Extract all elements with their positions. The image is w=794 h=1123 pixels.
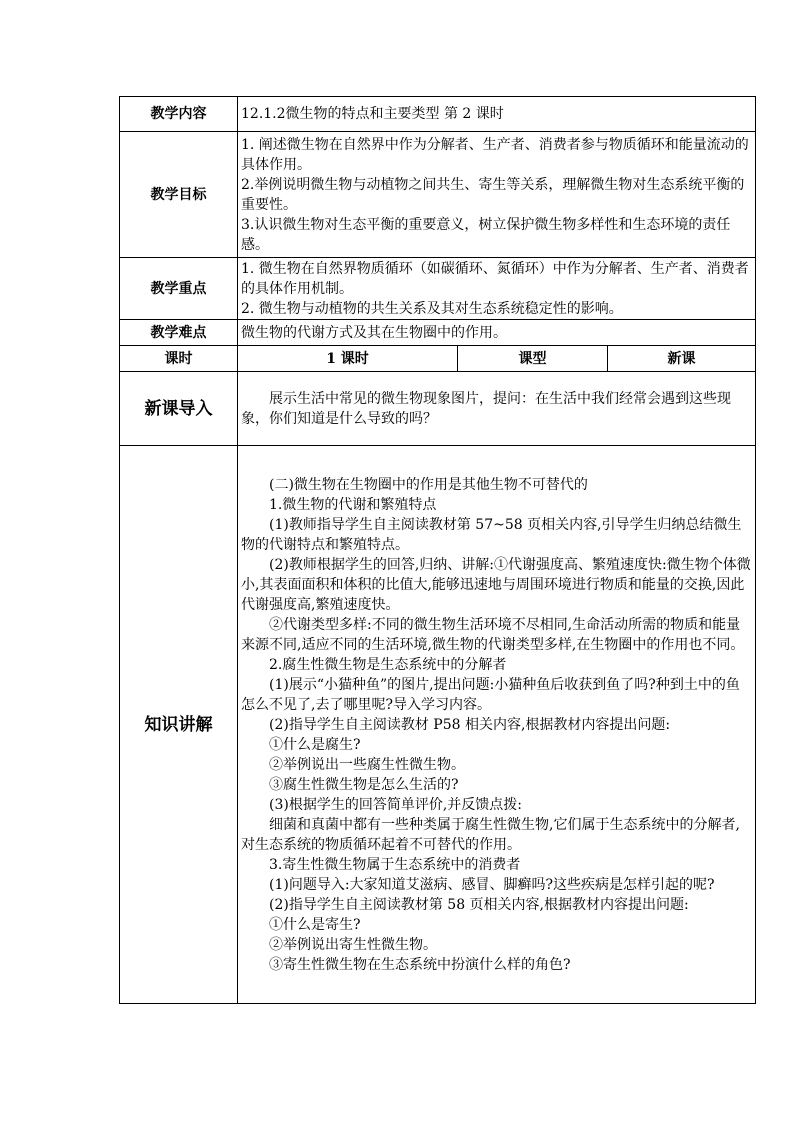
lesson-intro-label: 新课导入 <box>120 372 238 446</box>
lesson-intro-cell <box>238 372 756 446</box>
focus-item-2: 2. 微生物与动植物的共生关系及其对生态系统稳定性的影响。 <box>241 300 623 317</box>
teaching-goals-cell <box>238 132 756 258</box>
period-label: 课时 <box>120 346 238 372</box>
teaching-goals-label: 教学目标 <box>120 132 238 258</box>
knowledge-paragraph: 2.腐生性微生物是生态系统中的分解者 <box>269 656 507 673</box>
goal-item-2: 2.举例说明微生物与动植物之间共生、寄生等关系，理解微生物对生态系统平衡的重要性。 <box>241 176 745 213</box>
teaching-focus-label: 教学重点 <box>120 258 238 320</box>
knowledge-paragraph: (1)教师指导学生自主阅读教材第 57~58 页相关内容,引导学生归纳总结微生物的代谢特点和繁殖特点。 <box>241 516 742 553</box>
goal-item-1: 1. 阐述微生物在自然界中作为分解者、生产者、消费者参与物质循环和能量流动的具体作用。 <box>241 136 749 173</box>
knowledge-paragraph: (2)教师根据学生的回答,归纳、讲解:①代谢强度高、繁殖速度快:微生物个体微小,其表面面积和体积的比值大,能够迅速地与周围环境进行物质和能量的交换,因此代谢强度高,繁殖速度快。 <box>241 556 751 613</box>
row-lesson-intro <box>120 372 756 446</box>
teaching-focus-cell <box>238 258 756 320</box>
row-period-type <box>120 346 756 372</box>
knowledge-paragraph: 3.寄生性微生物属于生态系统中的消费者 <box>269 856 521 873</box>
type-value: 新课 <box>608 346 756 372</box>
teaching-content-value: 12.1.2微生物的特点和主要类型 第 2 课时 <box>238 97 756 132</box>
row-teaching-content <box>120 97 756 132</box>
lesson-intro-text: 展示生活中常见的微生物现象图片，提问：在生活中我们经常会遇到这些现象，你们知道是什么导致的吗？ <box>241 390 731 427</box>
knowledge-paragraph: (1)问题导入:大家知道艾滋病、感冒、脚癣吗?这些疾病是怎样引起的呢? <box>269 876 715 893</box>
focus-item-1: 1. 微生物在自然界物质循环（如碳循环、氮循环）中作为分解者、生产者、消费者的具体作用机制。 <box>241 260 749 297</box>
knowledge-paragraph: ③腐生性微生物是怎么生活的? <box>269 776 459 793</box>
knowledge-paragraph: ②举例说出一些腐生性微生物。 <box>269 756 465 773</box>
goal-item-3: 3.认识微生物对生态平衡的重要意义，树立保护微生物多样性和生态环境的责任感。 <box>241 216 731 253</box>
knowledge-paragraph: (2)指导学生自主阅读教材 P58 相关内容,根据教材内容提出问题: <box>269 716 671 733</box>
row-knowledge-explanation <box>120 446 756 1004</box>
row-teaching-focus <box>120 258 756 320</box>
teaching-difficulty-label: 教学难点 <box>120 320 238 346</box>
knowledge-label: 知识讲解 <box>120 446 238 1004</box>
knowledge-paragraph: ①什么是寄生? <box>269 916 361 933</box>
knowledge-paragraph: (1)展示“小猫种鱼”的图片,提出问题:小猫种鱼后收获到鱼了吗?种到土中的鱼怎么不见了,去了哪里呢?导入学习内容。 <box>241 676 740 713</box>
lesson-plan-table <box>119 96 756 1004</box>
knowledge-paragraph: (3)根据学生的回答简单评价,并反馈点拨: <box>269 796 522 813</box>
knowledge-paragraph: ②代谢类型多样:不同的微生物生活环境不尽相同,生命活动所需的物质和能量来源不同,适应不同的生活环境,微生物的代谢类型多样,在生物圈中的作用也不同。 <box>241 616 745 653</box>
knowledge-paragraph: ①什么是腐生? <box>269 736 361 753</box>
row-teaching-difficulty <box>120 320 756 346</box>
teaching-content-label: 教学内容 <box>120 97 238 132</box>
row-teaching-goals <box>120 132 756 258</box>
type-label: 课型 <box>458 346 608 372</box>
knowledge-cell <box>238 446 756 1004</box>
period-value: 1 课时 <box>238 346 458 372</box>
knowledge-paragraph: (2)指导学生自主阅读教材第 58 页相关内容,根据教材内容提出问题: <box>269 896 689 913</box>
knowledge-paragraph: 1.微生物的代谢和繁殖特点 <box>269 496 437 513</box>
knowledge-paragraph: ③寄生性微生物在生态系统中扮演什么样的角色? <box>269 956 571 973</box>
knowledge-paragraph: (二)微生物在生物圈中的作用是其他生物不可替代的 <box>269 476 588 493</box>
knowledge-paragraph: 细菌和真菌中都有一些种类属于腐生性微生物,它们属于生态系统中的分解者,对生态系统的物质循环起着不可替代的作用。 <box>241 816 740 853</box>
knowledge-paragraph: ②举例说出寄生性微生物。 <box>269 936 437 953</box>
teaching-difficulty-value: 微生物的代谢方式及其在生物圈中的作用。 <box>238 320 756 346</box>
